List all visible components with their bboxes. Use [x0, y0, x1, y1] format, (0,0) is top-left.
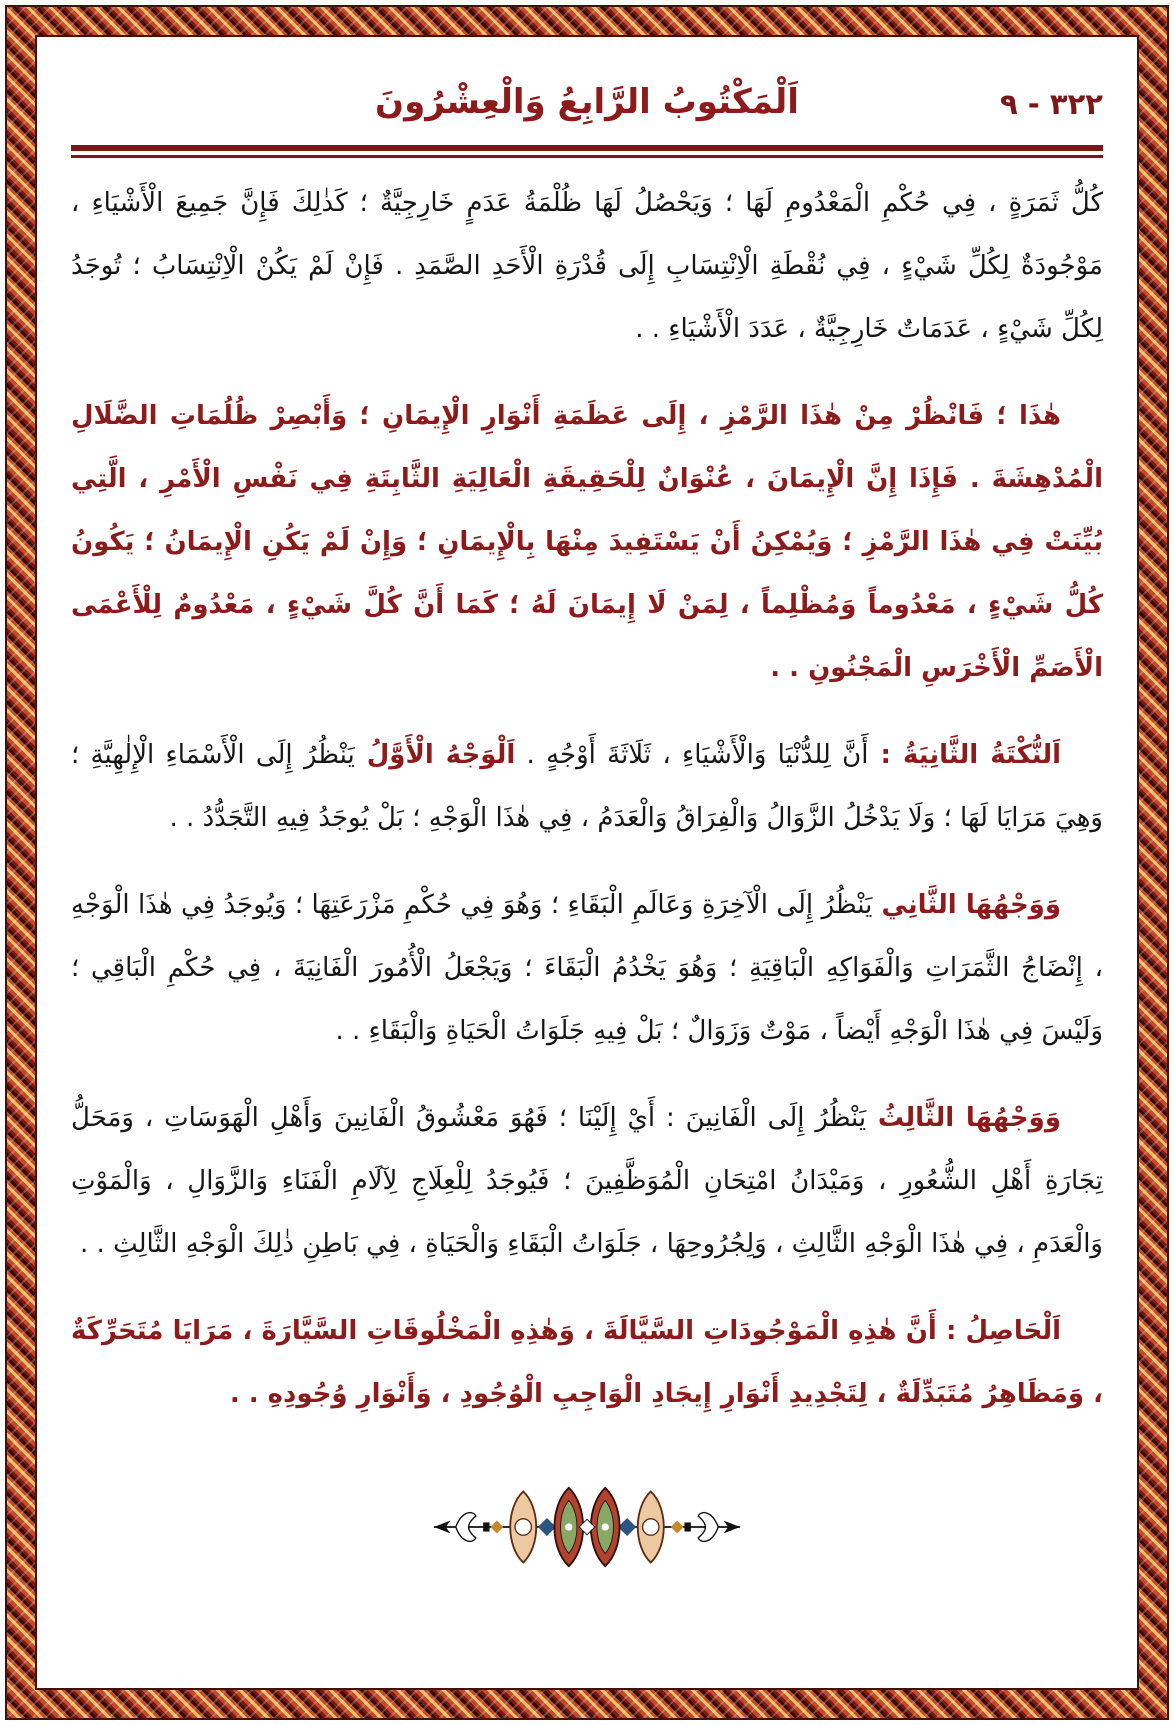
- page-title: اَلْمَكْتُوبُ الرَّابِعُ وَالْعِشْرُونَ: [375, 82, 799, 122]
- body-text-run: أَنَّ لِلدُّنْيَا وَالْأَشْيَاءِ ، ثَلَاثَةَ أَوْجُهٍ .: [515, 740, 869, 770]
- body-text: [71, 172, 1103, 1450]
- footer: [71, 1486, 1103, 1572]
- page-number: ٣٢٢ - ٩: [999, 87, 1103, 121]
- emphasis-text: هٰذَا ؛ فَانْظُرْ مِنْ هٰذَا الرَّمْزِ ، إِلَى عَظَمَةِ أَنْوَارِ الْإِيمَانِ ؛ وَأَبْصِرْ ظُلُمَاتِ الضَّلَالِ الْمُدْهِشَةَ . فَإِذَا إِنَّ الْإِيمَانَ ، عُنْوَانٌ لِلْحَقِيقَةِ الْعَالِيَةِ الثَّابِتَةِ فِي نَفْسِ الْأَمْرِ ، الَّتِي بُيِّنَتْ فِي هٰذَا الرَّمْزِ ؛ وَيُمْكِنُ أَنْ يَسْتَفِيدَ مِنْهَا بِالْإِيمَانِ ؛ وَإِنْ لَمْ يَكُنِ الْإِيمَانُ ؛ يَكُونُ كُلُّ شَيْءٍ ، مَعْدُوماً وَمُظْلِماً ، لِمَنْ لَا إِيمَانَ لَهُ ؛ كَمَا أَنَّ كُلَّ شَيْءٍ ، مَعْدُومٌ لِلْأَعْمَى الْأَصَمِّ الْأَخْرَسِ الْمَجْنُونِ . .: [71, 401, 1103, 683]
- emphasis-text: اَلنُّكْتَةُ الثَّانِيَةُ :: [868, 740, 1062, 770]
- footer-ornament: [432, 1486, 742, 1568]
- header: [71, 61, 1103, 143]
- paragraph: [71, 172, 1103, 361]
- ornamental-border: [5, 5, 1169, 1720]
- emphasis-text: وَوَجْهُهَا الثَّالِثُ: [866, 1103, 1061, 1133]
- emphasis-text: وَوَجْهُهَا الثَّانِي: [872, 890, 1061, 920]
- header-rule: [71, 145, 1103, 158]
- body-text-run: يَنْظُرُ إِلَى الْآخِرَةِ وَعَالَمِ الْبَقَاءِ ؛ وَهُوَ فِي حُكْمِ مَزْرَعَتِهَا ؛ وَيُوجَدُ فِي هٰذَا الْوَجْهِ ، إِنْضَاجُ الثَّمَرَاتِ وَالْفَوَاكِهِ الْبَاقِيَةِ ؛ وَهُوَ يَخْدُمُ الْبَقَاءَ ؛ وَيَجْعَلُ الْأُمُورَ الْفَانِيَةَ ، فِي حُكْمِ الْبَاقِي ؛ وَلَيْسَ فِي هٰذَا الْوَجْهِ أَيْضاً ، مَوْتٌ وَزَوَالٌ ؛ بَلْ فِيهِ جَلَوَاتُ الْحَيَاةِ وَالْبَقَاءِ . .: [71, 890, 1103, 1046]
- paragraph: [71, 724, 1103, 850]
- body-text-run: يَنْظُرُ إِلَى الْفَانِينَ : أَيْ إِلَيْنَا ؛ فَهُوَ مَعْشُوقُ الْفَانِينَ وَأَهْلِ الْهَوَسَاتِ ، وَمَحَلُّ تِجَارَةِ أَهْلِ الشُّعُورِ ، وَمَيْدَانُ امْتِحَانِ الْمُوَظَّفِينَ ؛ فَيُوجَدُ لِلْعِلَاجِ لِآلَامِ الْفَنَاءِ وَالزَّوَالِ ، وَالْمَوْتِ وَالْعَدَمِ ، فِي هٰذَا الْوَجْهِ الثَّالِثِ ، وَلِجُرُوحِهَا ، جَلَوَاتُ الْبَقَاءِ وَالْحَيَاةِ ، فِي بَاطِنِ ذٰلِكَ الْوَجْهِ الثَّالِثِ . .: [71, 1103, 1103, 1259]
- paragraph: [71, 874, 1103, 1063]
- paragraph: [71, 385, 1103, 700]
- emphasis-text: اَلْوَجْهُ الْأَوَّلُ: [354, 740, 516, 770]
- body-text-run: كُلُّ ثَمَرَةٍ ، فِي حُكْمِ الْمَعْدُومِ لَهَا ؛ وَيَحْصُلُ لَهَا ظُلْمَةُ عَدَمٍ خَارِجِيَّةٌ ؛ كَذٰلِكَ فَإِنَّ جَمِيعَ الْأَشْيَاءِ ، مَوْجُودَةٌ لِكُلِّ شَيْءٍ ، فِي نُقْطَةِ الْاِنْتِسَابِ إِلَى قُدْرَةِ الْأَحَدِ الصَّمَدِ . فَإِنْ لَمْ يَكُنْ الْاِنْتِسَابُ ؛ تُوجَدُ لِكُلِّ شَيْءٍ ، عَدَمَاتٌ خَارِجِيَّةٌ ، عَدَدَ الْأَشْيَاءِ . .: [71, 188, 1103, 344]
- page-content: [35, 35, 1139, 1690]
- paragraph: [71, 1087, 1103, 1276]
- emphasis-text: اَلْحَاصِلُ : أَنَّ هٰذِهِ الْمَوْجُودَاتِ السَّيَّالَةَ ، وَهٰذِهِ الْمَخْلُوقَاتِ السَّيَّارَةَ ، مَرَايَا مُتَحَرِّكَةٌ ، وَمَظَاهِرُ مُتَبَدِّلَةٌ ، لِتَجْدِيدِ أَنْوَارِ إِيجَادِ الْوَاجِبِ الْوُجُودِ ، وَأَنْوَارِ وُجُودِهِ . .: [71, 1316, 1103, 1409]
- body-text-run: يَنْظُرُ إِلَى الْأَسْمَاءِ الْإِلٰهِيَّةِ ؛ وَهِيَ مَرَايَا لَهَا ؛ وَلَا يَدْخُلُ الزَّوَالُ وَالْفِرَاقُ وَالْعَدَمُ ، فِي هٰذَا الْوَجْهِ ؛ بَلْ يُوجَدُ فِيهِ التَّجَدُّدُ . .: [71, 740, 1103, 833]
- paragraph: [71, 1300, 1103, 1426]
